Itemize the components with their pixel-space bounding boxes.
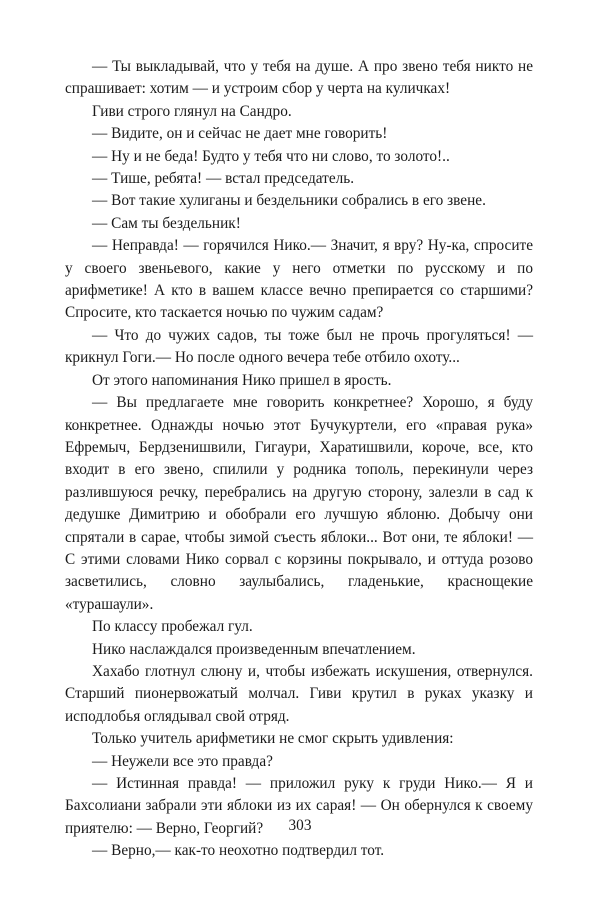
paragraph: — Верно,— как-то неохотно подтвердил тот. [92, 842, 385, 860]
body-text [65, 56, 533, 863]
paragraph: — Видите, он и сейчас не дает мне говорить! [92, 125, 388, 143]
paragraph: Нико наслаждался произведенным впечатлением. [92, 640, 416, 658]
paragraph: От этого напоминания Нико пришел в ярость. [92, 371, 392, 389]
paragraph: — Что до чужих садов, ты тоже был не прочь прогуляться! — крикнул Гоги.— Но после одного вечера тебе отбило охоту... [65, 326, 533, 367]
paragraph: Гиви строго глянул на Сандро. [92, 102, 292, 120]
paragraph: — Тише, ребята! — встал председатель. [92, 170, 355, 188]
paragraph: — Ну и не беда! Будто у тебя что ни слово, то золото!.. [92, 147, 450, 165]
paragraph: По классу пробежал гул. [92, 618, 253, 636]
paragraph: — Ты выкладывай, что у тебя на душе. А про звено тебя никто не спрашивает: хотим — и устроим сбор у черта на куличках! [65, 58, 533, 98]
paragraph: Только учитель арифметики не смог скрыть удивления: [92, 730, 454, 748]
paragraph: — Сам ты бездельник! [92, 214, 241, 232]
paragraph: — Вот такие хулиганы и бездельники собрались в его звене. [92, 192, 486, 210]
paragraph: — Истинная правда! — приложил руку к груди Нико.— Я и Бахсолиани забрали эти яблоки из их сарая! — Он обернулся к своему приятелю: — Верно, Георгий? [65, 775, 533, 837]
page-number: 303 [288, 817, 312, 834]
paragraph: Хахабо глотнул слюну и, чтобы избежать искушения, отвернулся. Старший пионервожатый молчал. Гиви крутил в руках указку и исподлобья оглядывал свой отряд. [65, 662, 533, 725]
paragraph: — Неужели все это правда? [92, 752, 273, 770]
paragraph: — Неправда! — горячился Нико.— Значит, я вру? Ну-ка, спросите у своего звеньевого, какие у него отметки по русскому и по арифметике! А кто в вашем классе вечно препирается со старшими? Спросите, кто таскается ночью по чужим садам? [65, 237, 533, 322]
paragraph: — Вы предлагаете мне говорить конкретнее? Хорошо, я буду конкретнее. Однажды ночью этот Бучукуртели, его «правая рука» Ефремыч, Бердзенишвили, Гигаури, Харатишвили, короче, все, кто входит в его звено, спилили у родника тополь, перекинули через разлившуюся речку, перебрались на другую сторону, залезли в сад к дедушке Димитрию и обобрали его лучшую яблоню. Добычу они спрятали в сарае, чтобы зимой съесть яблоки... Вот они, те яблоки! — С этими словами Нико сорвал с корзины покрывало, и оттуда розово засветились, словно заулыбались, гладенькие, краснощекие «турашаули». [65, 394, 533, 613]
